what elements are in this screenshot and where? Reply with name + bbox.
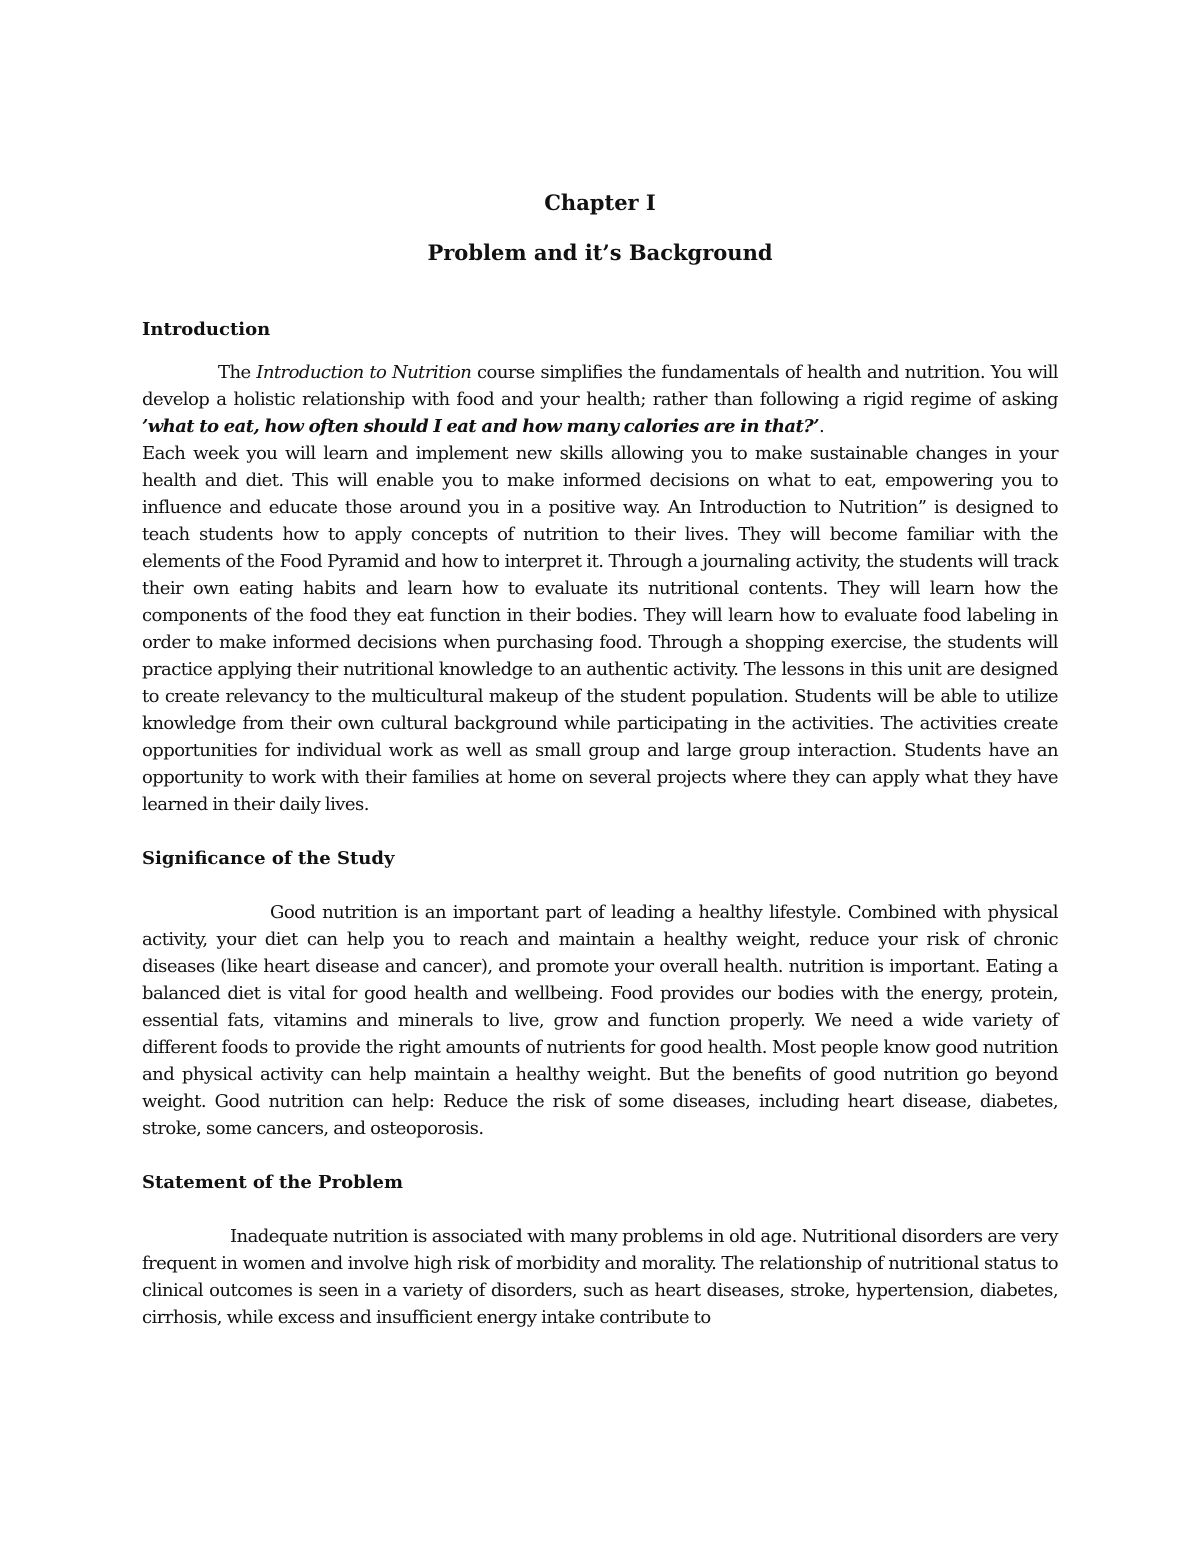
chapter-subtitle: Problem and it’s Background [427,240,773,265]
introduction-paragraph-2: Each week you will learn and implement new skills allowing you to make sustainable changes in your health and diet. This will enable you to make informed decisions on what to eat, empowering you to influence and educate those around you in a positive way. An Introduction to Nutrition” is designed to teach students how to apply concepts of nutrition to their lives. They will become familiar with the elements of the Food Pyramid and how to interpret it. Through a journaling activity, the students will track their own eating habits and learn how to evaluate its nutritional contents. They will learn how the components of the food they eat function in their bodies. They will learn how to evaluate food labeling in order to make informed decisions when purchasing food. Through a shopping exercise, the students will practice applying their nutritional knowledge to an authentic activity. The lessons in this unit are designed to create relevancy to the multicultural makeup of the student population. Students will be able to utilize knowledge from their own cultural background while participating in the activities. The activities create opportunities for individual work as well as small group and large group interaction. Students have an opportunity to work with their families at home on several projects where they can apply what they have learned in their daily lives. [142,443,1058,815]
course-name: Introduction to Nutrition [256,362,472,383]
chapter-title: Chapter I [544,190,656,215]
statement-paragraph: Inadequate nutrition is associated with many problems in old age. Nutritional disorders are very frequent in women and involve high risk of morbidity and morality. The relationship of nutritional status to clinical outcomes is seen in a variety of disorders, such as heart diseases, stroke, hypertension, diabetes, cirrhosis, while excess and insufficient energy intake contribute to [142,1226,1058,1328]
introduction-paragraph-1 [142,359,1058,440]
significance-heading: Significance of the Study [142,848,395,869]
intro-text: course simplifies the fundamentals of health and nutrition. You will develop a holistic relationship with food and your health; rather than following a rigid regime of asking [142,362,1058,410]
introduction-heading: Introduction [142,319,271,340]
page-content [142,186,1058,1331]
intro-lead: The [218,362,257,383]
intro-end: . [819,416,825,437]
intro-quote: ’what to eat, how often should I eat and how many calories are in that?’ [142,416,820,437]
statement-heading: Statement of the Problem [142,1172,403,1193]
significance-paragraph: Good nutrition is an important part of leading a healthy lifestyle. Combined with physical activity, your diet can help you to reach and maintain a healthy weight, reduce your risk of chronic diseases (like heart disease and cancer), and promote your overall health. nutrition is important. Eating a balanced diet is vital for good health and wellbeing. Food provides our bodies with the energy, protein, essential fats, vitamins and minerals to live, grow and function properly. We need a wide variety of different foods to provide the right amounts of nutrients for good health. Most people know good nutrition and physical activity can help maintain a healthy weight. But the benefits of good nutrition go beyond weight. Good nutrition can help: Reduce the risk of some diseases, including heart disease, diabetes, stroke, some cancers, and osteoporosis. [142,902,1058,1139]
